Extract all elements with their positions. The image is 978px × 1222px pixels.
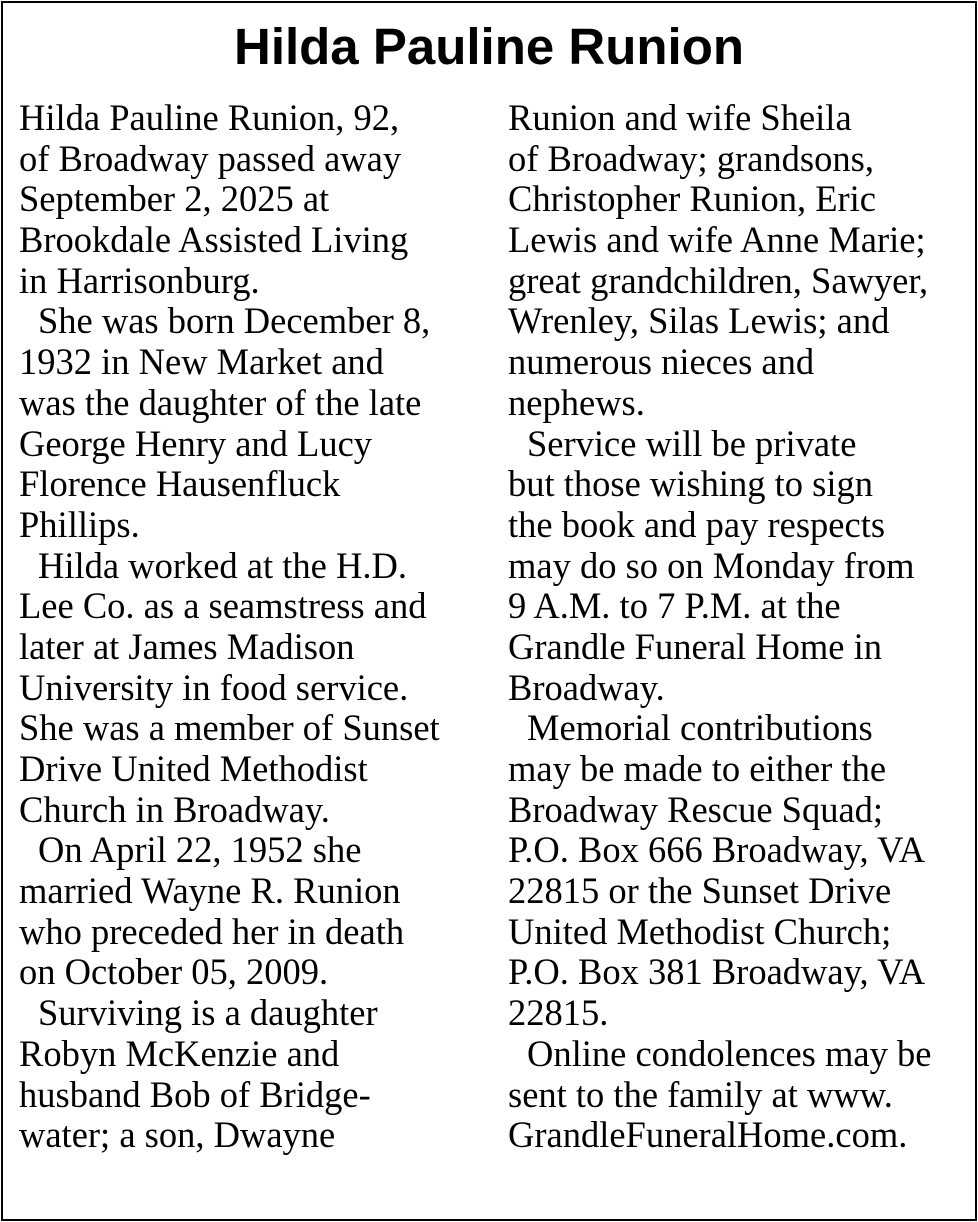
obituary-text-line: great grandchildren, Sawyer, xyxy=(508,259,929,301)
obituary-text-line: numerous nieces and xyxy=(508,341,815,383)
obituary-text-line: United Methodist Church; xyxy=(508,910,892,952)
obituary-text-line: P.O. Box 666 Broadway, VA xyxy=(508,829,926,871)
obituary-text-line: 22815 or the Sunset Drive xyxy=(508,870,892,912)
obituary-text-line: Broadway. xyxy=(508,666,665,708)
obituary-text-line: University in food service. xyxy=(19,666,409,708)
obituary-text-line: husband Bob of Bridge- xyxy=(19,1073,371,1115)
obituary-text-line: Lewis and wife Anne Marie; xyxy=(508,219,926,261)
obituary-text-line: September 2, 2025 at xyxy=(19,178,330,220)
obituary-text-line: married Wayne R. Runion xyxy=(19,870,401,912)
obituary-text-line: GrandleFuneralHome.com. xyxy=(508,1114,908,1156)
obituary-right-column xyxy=(508,98,973,1156)
obituary-text-line: 9 A.M. to 7 P.M. at the xyxy=(508,585,841,627)
obituary-text-line: Robyn McKenzie and xyxy=(19,1032,340,1074)
obituary-text-line: She was born December 8, xyxy=(38,300,431,342)
obituary-text-line: may be made to either the xyxy=(508,748,887,789)
obituary-text-line: Brookdale Assisted Living xyxy=(19,219,409,261)
obituary-text-line: On April 22, 1952 she xyxy=(38,829,362,871)
obituary-text-line: George Henry and Lucy xyxy=(19,422,373,464)
obituary-text-line: water; a son, Dwayne xyxy=(19,1114,336,1156)
obituary-text-line: of Broadway passed away xyxy=(19,137,402,179)
obituary-text-line: P.O. Box 381 Broadway, VA xyxy=(508,951,926,993)
obituary-left-column xyxy=(19,98,489,1156)
obituary-text-line: the book and pay respects xyxy=(508,503,886,545)
obituary-text-line: on October 05, 2009. xyxy=(19,951,329,993)
obituary-text-line: Online condolences may be xyxy=(527,1032,932,1074)
obituary-text-line: Runion and wife Sheila xyxy=(508,97,852,138)
obituary-text-line: Grandle Funeral Home in xyxy=(508,625,883,667)
obituary-text-line: Memorial contributions xyxy=(527,707,873,749)
obituary-text-line: Broadway Rescue Squad; xyxy=(508,788,884,830)
obituary-text-line: in Harrisonburg. xyxy=(19,259,260,301)
obituary-text-line: Service will be private xyxy=(527,422,857,464)
obituary-text-line: sent to the family at www. xyxy=(508,1073,893,1115)
obituary-text-line: of Broadway; grandsons, xyxy=(508,137,874,179)
obituary-text-line: Florence Hausenfluck xyxy=(19,463,341,505)
obituary-text-line: Surviving is a daughter xyxy=(38,992,378,1034)
obituary-title: Hilda Pauline Runion xyxy=(233,18,745,75)
obituary-text-line: Church in Broadway. xyxy=(19,788,330,830)
obituary-text-line: Hilda Pauline Runion, 92, xyxy=(19,97,400,138)
obituary-text-line: may do so on Monday from xyxy=(508,544,915,586)
obituary-text-line: She was a member of Sunset xyxy=(19,707,440,749)
obituary-text-line: later at James Madison xyxy=(19,625,355,667)
obituary-text-line: who preceded her in death xyxy=(19,910,405,952)
obituary-text-line: Wrenley, Silas Lewis; and xyxy=(508,300,890,342)
obituary-text-line: Drive United Methodist xyxy=(19,748,368,789)
obituary-text-line: 22815. xyxy=(508,992,609,1034)
obituary-text-line: nephews. xyxy=(508,381,645,423)
obituary-text-line: was the daughter of the late xyxy=(19,381,422,423)
obituary-frame xyxy=(1,1,977,1221)
obituary-text-line: but those wishing to sign xyxy=(508,463,874,505)
obituary-text-line: Christopher Runion, Eric xyxy=(508,178,876,220)
obituary-text-line: Phillips. xyxy=(19,503,140,545)
obituary-text-line: Hilda worked at the H.D. xyxy=(38,544,407,586)
obituary-text-line: Lee Co. as a seamstress and xyxy=(19,585,427,627)
obituary-text-line: 1932 in New Market and xyxy=(19,341,384,383)
